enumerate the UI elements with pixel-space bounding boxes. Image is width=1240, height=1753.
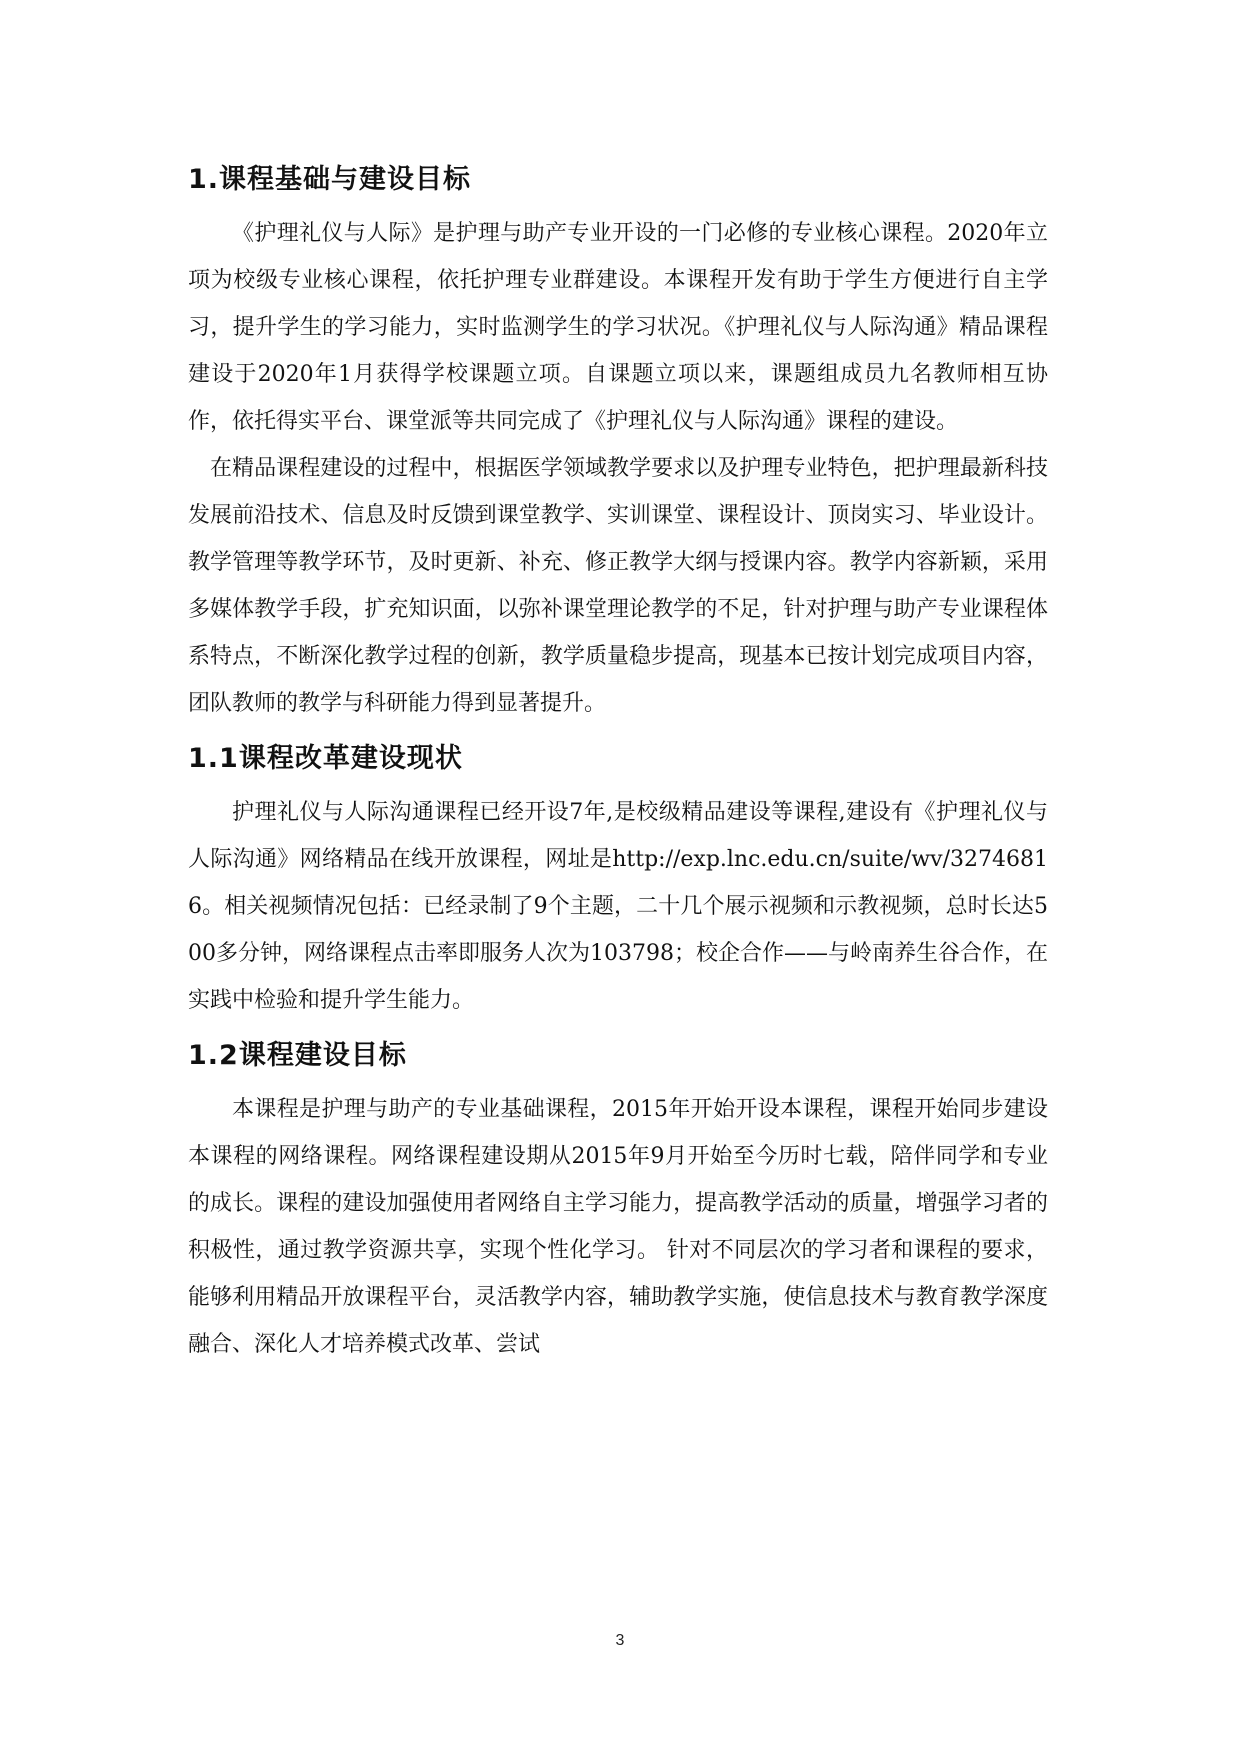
section-heading: 1.1课程改革建设现状 bbox=[188, 743, 463, 774]
paragraph: 在精品课程建设的过程中，根据医学领域教学要求以及护理专业特色，把护理最新科技发展前沿技术、信息及时反馈到课堂教学、实训课堂、课程设计、顶岗实习、毕业设计。教学管理等教学环节，及时更新、补充、修正教学大纲与授课内容。教学内容新颖，采用多媒体教学手段，扩充知识面，以弥补课堂理论教学的不足，针对护理与助产专业课程体系特点，不断深化教学过程的创新，教学质量稳步提高，现基本已按计划完成项目内容，团队教师的教学与科研能力得到显著提升。 bbox=[188, 456, 1048, 716]
section-construction-goals bbox=[188, 1036, 1048, 1368]
section-reform-status bbox=[188, 739, 1048, 1024]
page-content bbox=[188, 160, 1048, 1368]
paragraph: 《护理礼仪与人际》是护理与助产专业开设的一门必修的专业核心课程。2020年立项为校级专业核心课程，依托护理专业群建设。本课程开发有助于学生方便进行自主学习，提升学生的学习能力，实时监测学生的学习状况。《护理礼仪与人际沟通》精品课程建设于2020年1月获得学校课题立项。自课题立项以来，课题组成员九名教师相互协作，依托得实平台、课堂派等共同完成了《护理礼仪与人际沟通》课程的建设。 bbox=[188, 221, 1048, 434]
section-heading: 1.课程基础与建设目标 bbox=[188, 164, 472, 195]
section-course-foundation bbox=[188, 160, 1048, 727]
paragraph: 护理礼仪与人际沟通课程已经开设7年,是校级精品建设等课程,建设有《护理礼仪与人际沟通》网络精品在线开放课程，网址是http://exp.lnc.edu.cn/suite/wv/32746816。相关视频情况包括：已经录制了9个主题，二十几个展示视频和示教视频，总时长达500多分钟，网络课程点击率即服务人次为103798；校企合作——与岭南养生谷合作，在实践中检验和提升学生能力。 bbox=[188, 800, 1048, 1013]
paragraph: 本课程是护理与助产的专业基础课程，2015年开始开设本课程，课程开始同步建设本课程的网络课程。网络课程建设期从2015年9月开始至今历时七载，陪伴同学和专业的成长。课程的建设加强使用者网络自主学习能力，提高教学活动的质量，增强学习者的积极性，通过教学资源共享，实现个性化学习。 针对不同层次的学习者和课程的要求，能够利用精品开放课程平台，灵活教学内容，辅助教学实施，使信息技术与教育教学深度融合、深化人才培养模式改革、尝试 bbox=[188, 1097, 1048, 1357]
page-number: 3 bbox=[615, 1632, 625, 1649]
section-heading: 1.2课程建设目标 bbox=[188, 1040, 407, 1071]
